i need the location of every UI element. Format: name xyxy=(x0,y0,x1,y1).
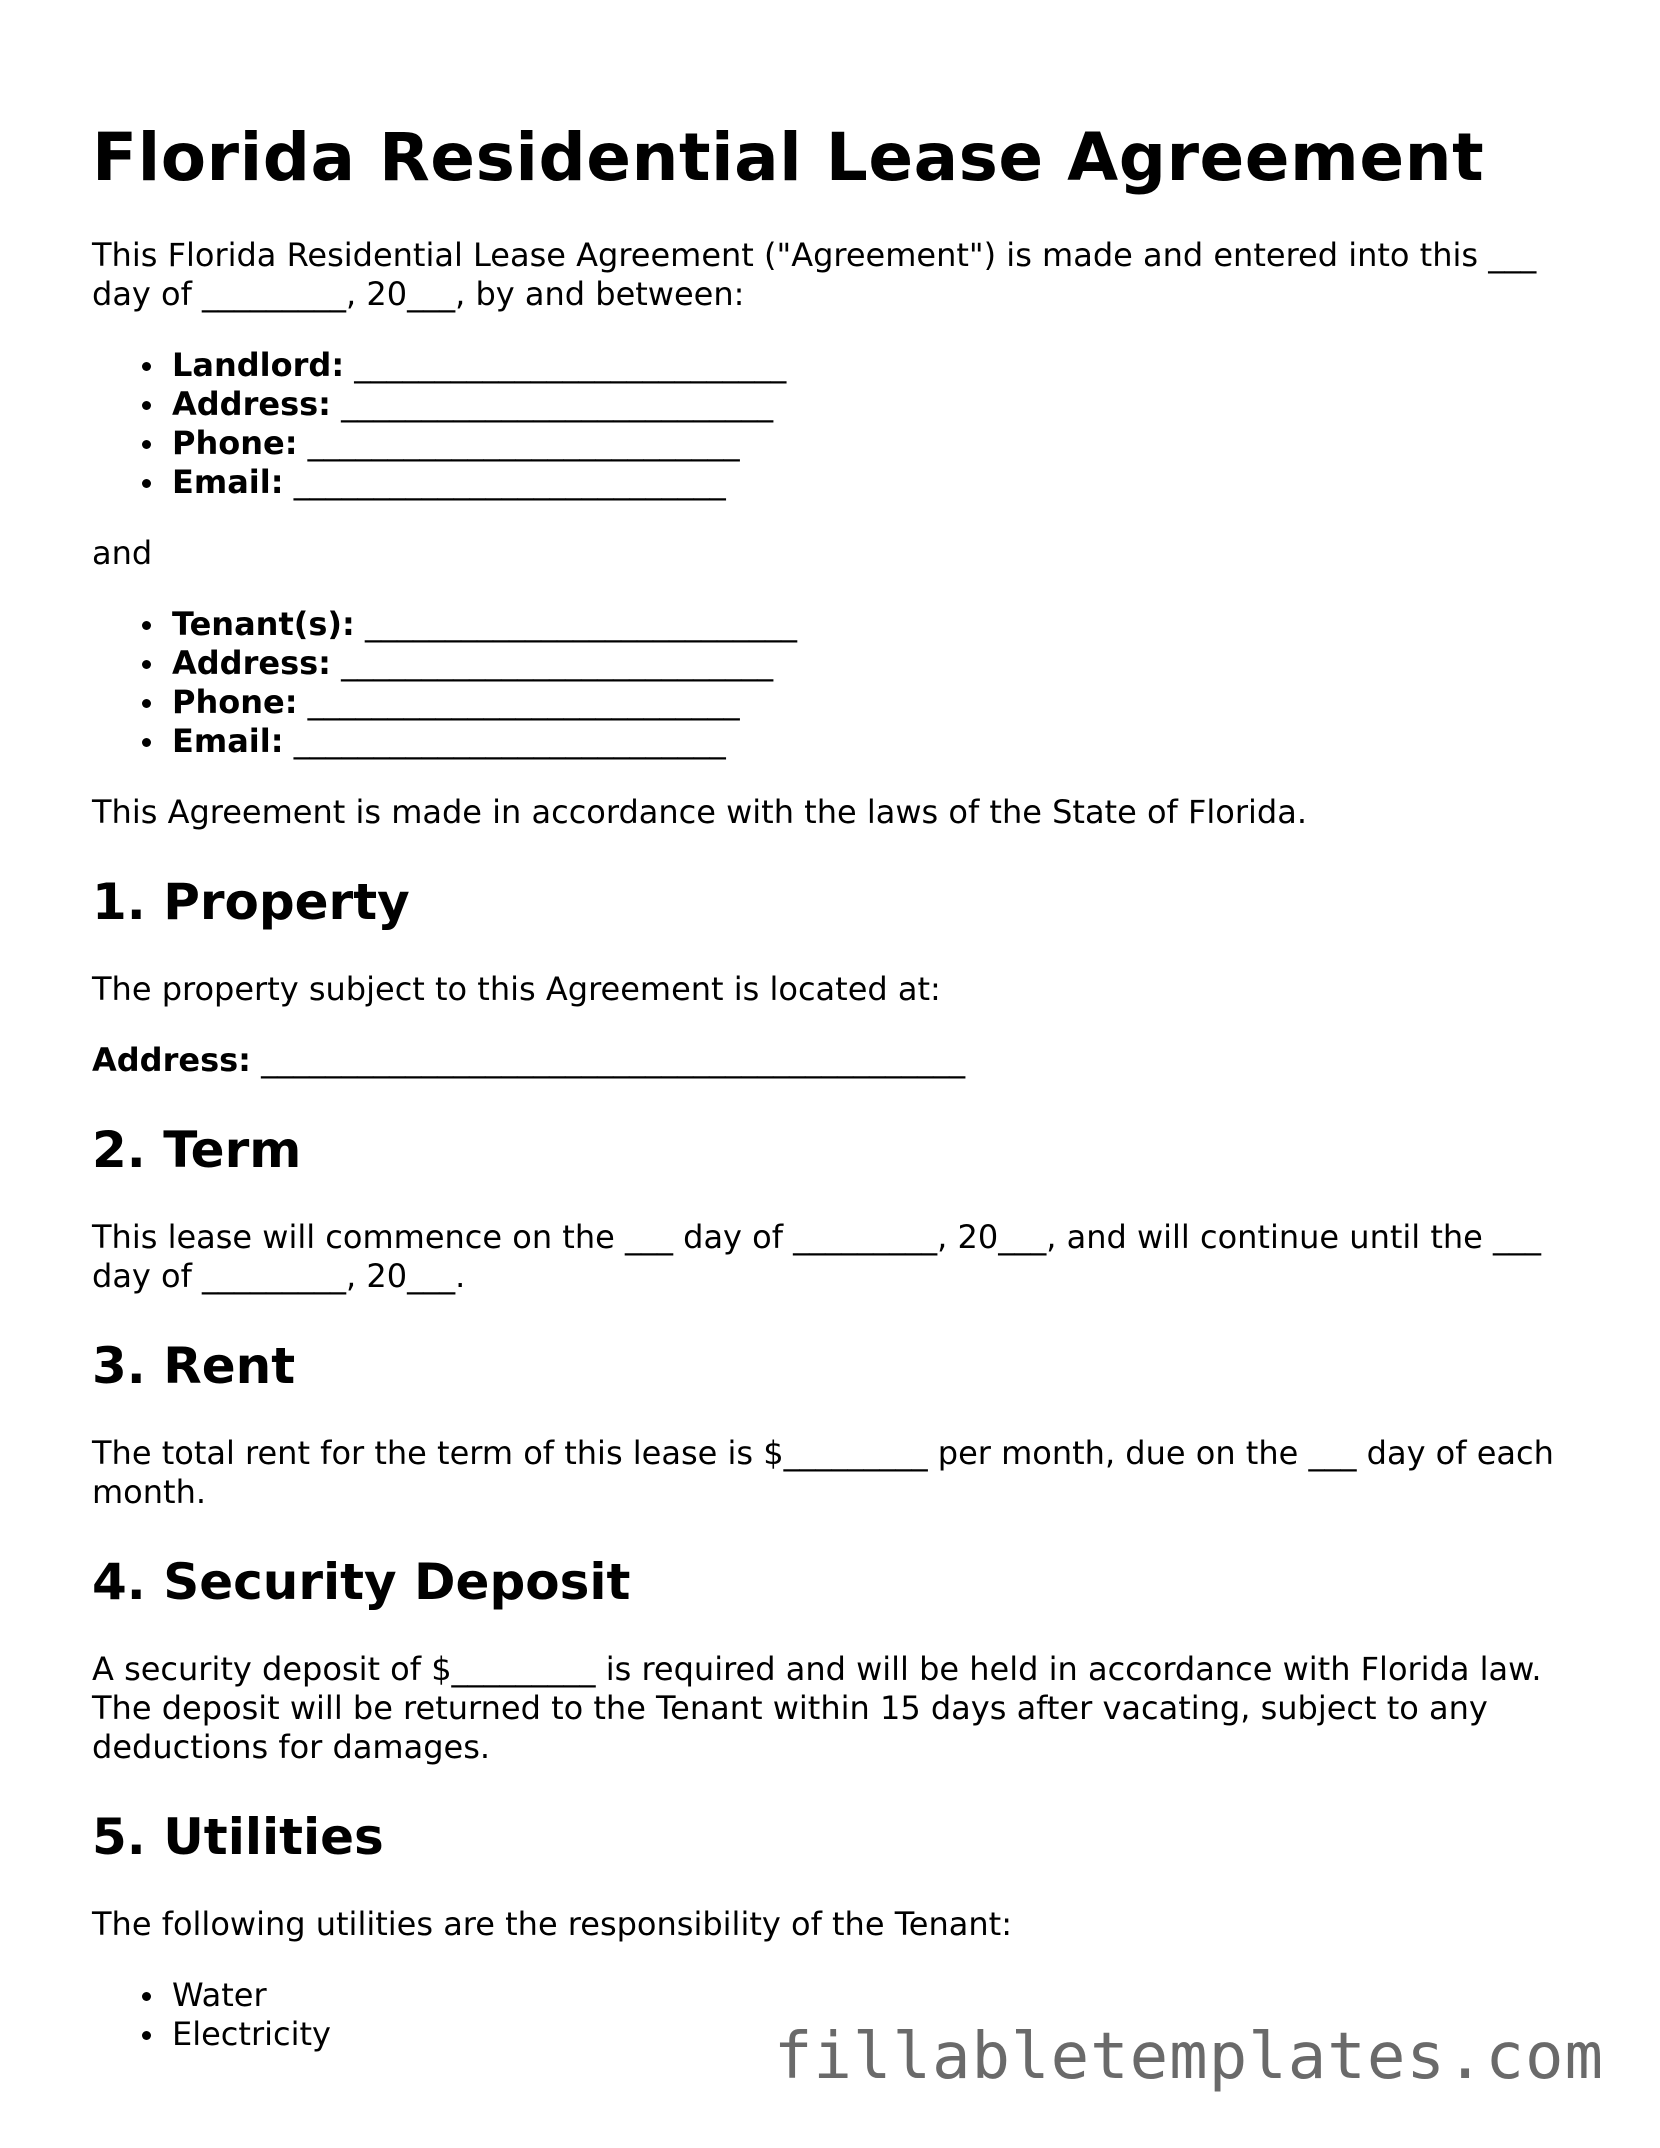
document-title: Florida Residential Lease Agreement xyxy=(92,119,1485,196)
rent-text: The total rent for the term of this lease is $_________ per month, due on the ___ day of each month. xyxy=(92,1434,1554,1511)
landlord-phone-label: Phone: xyxy=(172,424,298,462)
list-item xyxy=(172,424,1592,463)
intro-paragraph: This Florida Residential Lease Agreement ("Agreement") is made and entered into this ___ day of _________, 20___, by and between: xyxy=(92,236,1537,313)
landlord-label: Landlord: xyxy=(172,346,345,384)
property-text: The property subject to this Agreement is located at: xyxy=(92,970,941,1008)
tenant-address-blank: ___________________________ xyxy=(341,644,774,682)
landlord-address-label: Address: xyxy=(172,385,331,423)
list-item xyxy=(172,605,1592,644)
and-text: and xyxy=(92,534,153,572)
section-heading-utilities: 5. Utilities xyxy=(92,1808,384,1866)
security-deposit-text: A security deposit of $_________ is required and will be held in accordance with Florida law. The deposit will be returned to the Tenant within 15 days after vacating, subject to any deductions for damages. xyxy=(92,1650,1542,1766)
landlord-details-list xyxy=(92,346,1592,502)
governing-law-text: This Agreement is made in accordance with the laws of the State of Florida. xyxy=(92,793,1307,831)
property-address-label: Address: xyxy=(92,1041,251,1079)
list-item xyxy=(172,463,1592,502)
landlord-email-blank: ___________________________ xyxy=(293,463,726,501)
property-address-blank: ____________________________________________ xyxy=(261,1041,966,1079)
list-item xyxy=(172,644,1592,683)
list-item xyxy=(172,346,1592,385)
section-heading-rent: 3. Rent xyxy=(92,1337,296,1395)
landlord-blank: ___________________________ xyxy=(354,346,787,384)
document-page xyxy=(92,0,1592,2054)
landlord-email-label: Email: xyxy=(172,463,284,501)
tenant-email-label: Email: xyxy=(172,722,284,760)
section-heading-term: 2. Term xyxy=(92,1121,302,1179)
tenant-phone-label: Phone: xyxy=(172,683,298,721)
list-item: Electricity xyxy=(172,2015,1592,2054)
landlord-address-blank: ___________________________ xyxy=(341,385,774,423)
utilities-text: The following utilities are the responsibility of the Tenant: xyxy=(92,1905,1012,1943)
tenant-label: Tenant(s): xyxy=(172,605,355,643)
tenant-details-list xyxy=(92,605,1592,761)
list-item: Water xyxy=(172,1976,1592,2015)
section-heading-property: 1. Property xyxy=(92,873,410,931)
list-item xyxy=(172,722,1592,761)
list-item xyxy=(172,683,1592,722)
watermark: fillabletemplates.com xyxy=(773,2020,1604,2094)
tenant-blank: ___________________________ xyxy=(365,605,797,643)
section-heading-security-deposit: 4. Security Deposit xyxy=(92,1553,631,1611)
list-item xyxy=(172,385,1592,424)
tenant-address-label: Address: xyxy=(172,644,331,682)
tenant-phone-blank: ___________________________ xyxy=(307,683,740,721)
landlord-phone-blank: ___________________________ xyxy=(307,424,740,462)
tenant-email-blank: ___________________________ xyxy=(293,722,726,760)
property-address-line xyxy=(92,1041,1592,1080)
term-text: This lease will commence on the ___ day of _________, 20___, and will continue until the ___ day of _________, 20___. xyxy=(92,1218,1542,1295)
